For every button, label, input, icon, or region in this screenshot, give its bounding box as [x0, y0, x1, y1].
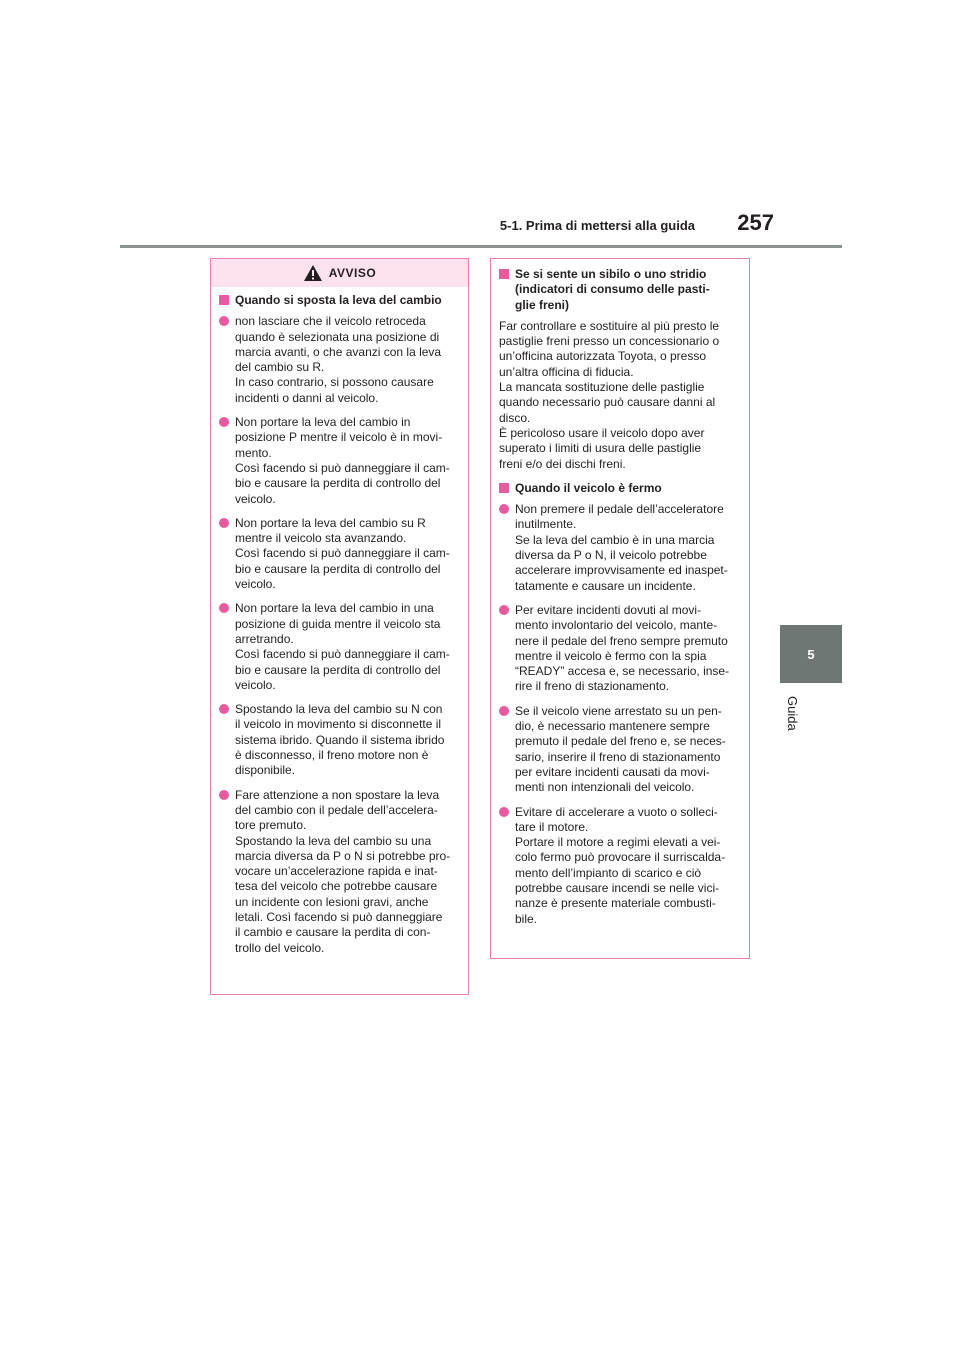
chapter-number: 5: [807, 646, 815, 662]
bullet-icon: [219, 704, 229, 714]
subheading: Quando si sposta la leva del cambio: [219, 293, 460, 308]
list-item: Non portare la leva del cambio in posizione P mentre il veicolo è in movi- mento. Così facendo si può danneggiare il cam- bio e causare la perdita di controllo del veicolo.: [219, 415, 460, 507]
list-item: Non portare la leva del cambio su R mentre il veicolo sta avanzando. Così facendo si può danneggiare il cam- bio e causare la perdita di controllo del veicolo.: [219, 516, 460, 592]
bullet-icon: [499, 807, 509, 817]
chapter-label-text: Guida: [785, 696, 800, 731]
header-divider: [120, 245, 842, 248]
list-item: Se il veicolo viene arrestato su un pen- dio, è necessario mantenere sempre premuto il pedale del freno e, se neces- sario, inserire il freno di stazionamento per evitare incidenti causati da movi- menti non intenzionali del veicolo.: [499, 704, 741, 796]
bullet-icon: [499, 706, 509, 716]
bullet-icon: [499, 504, 509, 514]
bullet-icon: [219, 316, 229, 326]
warning-triangle-icon: [303, 264, 323, 282]
subheading: Se si sente un sibilo o uno stridio (indicatori di consumo delle pasti- glie freni): [499, 267, 741, 313]
bullet-icon: [219, 417, 229, 427]
bullet-icon: [219, 603, 229, 613]
paragraph: Far controllare e sostituire al più presto le pastiglie freni presso un concessionario o un’officina autorizzata Toyota, o presso un’altra officina di fiducia. La mancata sostituzione delle pastiglie quando necessario può causare danni al disco. È pericoloso usare il veicolo dopo aver superato i limiti di usura delle pastiglie freni e/o dei dischi freni.: [499, 318, 720, 471]
square-bullet-icon: [499, 483, 509, 493]
square-bullet-icon: [499, 269, 509, 279]
bullet-icon: [219, 518, 229, 528]
warning-box-continued: [490, 258, 750, 959]
list-item: Per evitare incidenti dovuti al movi- mento involontario del veicolo, mante- nere il pedale del freno sempre premuto mentre il veicolo è fermo con la spia “READY” accesa e, se necessario, inse- rire il freno di stazionamento.: [499, 603, 741, 695]
list-item: Fare attenzione a non spostare la leva del cambio con il pedale dell’accelera- tore premuto. Spostando la leva del cambio su una marcia diversa da P o N si potrebbe pro- vocare un’accelerazione rapida e inat- tesa del veicolo che potrebbe causare un incidente con lesioni gravi, anche letali. Così facendo si può danneggiare il cambio e causare la perdita di con- trollo del veicolo.: [219, 788, 460, 956]
bullet-icon: [219, 790, 229, 800]
chapter-label: [776, 690, 816, 740]
page-number: 257: [737, 210, 774, 235]
square-bullet-icon: [219, 295, 229, 305]
list-item: Evitare di accelerare a vuoto o solleci- tare il motore. Portare il motore a regimi elevati a vei- colo fermo può provocare il surriscalda- mento dell’impianto di scarico e ciò potrebbe causare incendi se nelle vici- nanze è presente materiale combusti- bile.: [499, 805, 741, 927]
warning-box: [210, 258, 469, 995]
chapter-tab[interactable]: [780, 625, 842, 683]
section-title: 5-1. Prima di mettersi alla guida: [499, 218, 695, 233]
warning-label: AVVISO: [328, 266, 377, 280]
warning-box-header: [211, 259, 468, 287]
list-item: Non portare la leva del cambio in una posizione di guida mentre il veicolo sta arretrando. Così facendo si può danneggiare il cam- bio e causare la perdita di controllo del veicolo.: [219, 601, 460, 693]
bullet-icon: [499, 605, 509, 615]
list-item: Non premere il pedale dell’acceleratore inutilmente. Se la leva del cambio è in una marcia diversa da P o N, il veicolo potrebbe accelerare improvvisamente ed inaspet- tatamente e causare un incidente.: [499, 502, 741, 594]
subheading: Quando il veicolo è fermo: [499, 481, 741, 496]
list-item: Spostando la leva del cambio su N con il veicolo in movimento si disconnette il sistema ibrido. Quando il sistema ibrido è disconnesso, il freno motore non è disponibile.: [219, 702, 460, 778]
list-item: non lasciare che il veicolo retroceda quando è selezionata una posizione di marcia avanti, o che avanzi con la leva del cambio su R. In caso contrario, si possono causare incidenti o danni al veicolo.: [219, 314, 460, 406]
